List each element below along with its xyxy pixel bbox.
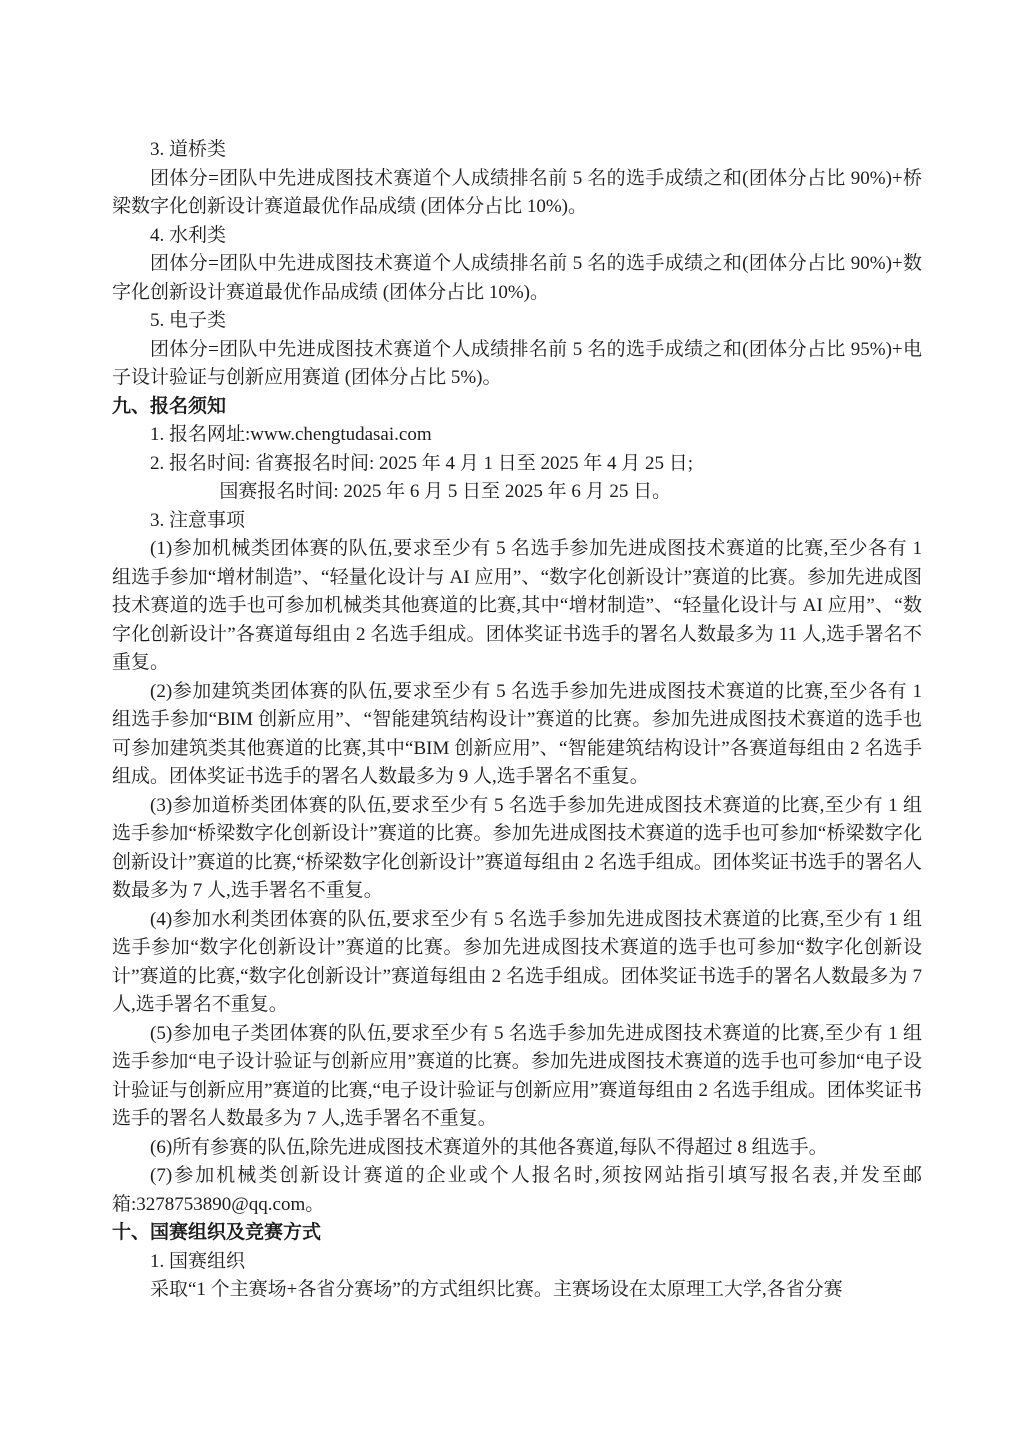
paragraph: (7)参加机械类创新设计赛道的企业或个人报名时,须按网站指引填写报名表,并发至邮箱:3278753890@qq.com。: [112, 1165, 922, 1215]
paragraph: 1. 报名网址:www.chengtudasai.com: [150, 424, 432, 445]
paragraph: 采取“1 个主赛场+各省分赛场”的方式组织比赛。主赛场设在太原理工大学,各省分赛: [150, 1279, 843, 1300]
paragraph: (2)参加建筑类团体赛的队伍,要求至少有 5 名选手参加先进成图技术赛道的比赛,至少各有 1 组选手参加“BIM 创新应用”、“智能建筑结构设计”赛道的比赛。参加先进成图技术赛道的选手也可参加建筑类其他赛道的比赛,其中“BIM 创新应用”、“智能建筑结构设计”各赛道每组由 2 名选手组成。团体奖证书选手的署名人数最多为 9 人,选手署名不重复。: [112, 680, 922, 787]
paragraph: 1. 国赛组织: [150, 1250, 246, 1272]
paragraph: (1)参加机械类团体赛的队伍,要求至少有 5 名选手参加先进成图技术赛道的比赛,至少各有 1 组选手参加“增材制造”、“轻量化设计与 AI 应用”、“数字化创新设计”赛道的比赛。参加先进成图技术赛道的选手也可参加机械类其他赛道的比赛,其中“增材制造”、“轻量化设计与 AI 应用”、“数字化创新设计”各赛道每组由 2 名选手组成。团体奖证书选手的署名人数最多为 11 人,选手署名不重复。: [112, 538, 922, 673]
paragraph: (4)参加水利类团体赛的队伍,要求至少有 5 名选手参加先进成图技术赛道的比赛,至少有 1 组选手参加“数字化创新设计”赛道的比赛。参加先进成图技术赛道的选手也可参加“数字化创新设计”赛道的比赛,“数字化创新设计”赛道每组由 2 名选手组成。团体奖证书选手的署名人数最多为 7 人,选手署名不重复。: [112, 908, 922, 1015]
paragraph: (6)所有参赛的队伍,除先进成图技术赛道外的其他各赛道,每队不得超过 8 组选手。: [150, 1136, 828, 1158]
paragraph: 4. 水利类: [150, 224, 227, 246]
paragraph: 2. 报名时间: 省赛报名时间: 2025 年 4 月 1 日至 2025 年 4 月 25 日;: [150, 452, 694, 474]
document-body: [112, 136, 922, 1305]
paragraph: 团体分=团队中先进成图技术赛道个人成绩排名前 5 名的选手成绩之和(团体分占比 95%)+电子设计验证与创新应用赛道 (团体分占比 5%)。: [112, 338, 922, 388]
paragraph: 团体分=团队中先进成图技术赛道个人成绩排名前 5 名的选手成绩之和(团体分占比 90%)+数字化创新设计赛道最优作品成绩 (团体分占比 10%)。: [112, 253, 922, 303]
section-heading: 十、国赛组织及竞赛方式: [112, 1222, 322, 1243]
section-heading: 九、报名须知: [112, 395, 227, 417]
paragraph: 3. 道桥类: [150, 139, 227, 160]
paragraph: 团体分=团队中先进成图技术赛道个人成绩排名前 5 名的选手成绩之和(团体分占比 90%)+桥梁数字化创新设计赛道最优作品成绩 (团体分占比 10%)。: [112, 167, 922, 217]
paragraph: 5. 电子类: [150, 310, 227, 331]
paragraph: (3)参加道桥类团体赛的队伍,要求至少有 5 名选手参加先进成图技术赛道的比赛,至少有 1 组选手参加“桥梁数字化创新设计”赛道的比赛。参加先进成图技术赛道的选手也可参加“桥梁数字化创新设计”赛道的比赛,“桥梁数字化创新设计”赛道每组由 2 名选手组成。团体奖证书选手的署名人数最多为 7 人,选手署名不重复。: [112, 794, 922, 901]
paragraph: 3. 注意事项: [150, 509, 246, 531]
paragraph: 国赛报名时间: 2025 年 6 月 5 日至 2025 年 6 月 25 日。: [219, 481, 672, 502]
paragraph: (5)参加电子类团体赛的队伍,要求至少有 5 名选手参加先进成图技术赛道的比赛,至少有 1 组选手参加“电子设计验证与创新应用”赛道的比赛。参加先进成图技术赛道的选手也可参加“电子设计验证与创新应用”赛道的比赛,“电子设计验证与创新应用”赛道每组由 2 名选手组成。团体奖证书选手的署名人数最多为 7 人,选手署名不重复。: [112, 1022, 922, 1129]
